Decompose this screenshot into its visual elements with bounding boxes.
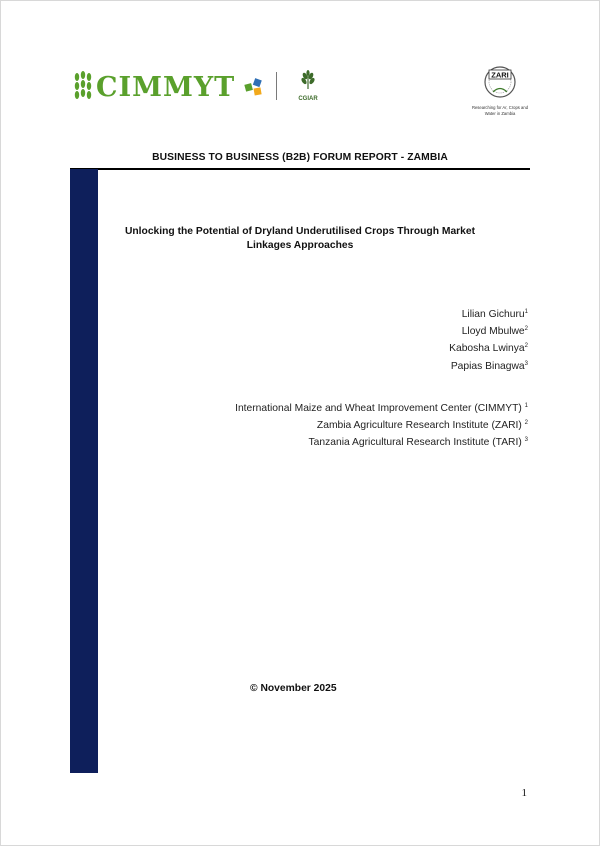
author-affiliation: 3 — [524, 360, 528, 367]
side-band — [70, 169, 98, 773]
institute-item — [235, 416, 528, 433]
institute-list — [235, 399, 528, 451]
author-item — [449, 357, 528, 374]
zari-wordmark: ZARI — [491, 70, 509, 80]
heading-rule — [70, 168, 530, 170]
author-affiliation: 2 — [524, 343, 528, 350]
report-title-line-1: Unlocking the Potential of Dryland Underutilised Crops Through Market — [124, 226, 476, 237]
report-title — [100, 225, 500, 252]
zari-emblem-icon — [479, 65, 521, 99]
cgiar-wordmark: CGIAR — [298, 96, 318, 102]
author-item — [449, 339, 528, 356]
report-title-line-2: Linkages Approaches — [246, 239, 354, 251]
author-name: Lloyd Mbulwe — [461, 326, 525, 338]
author-name: Papias Binagwa — [450, 360, 525, 372]
institute-name: Zambia Agriculture Research Institute (ZARI) — [316, 420, 525, 432]
institute-name: Tanzania Agricultural Research Institute (TARI) — [308, 437, 525, 449]
institute-name: International Maize and Wheat Improvement Center (CIMMYT) — [235, 403, 525, 414]
institute-item — [235, 399, 528, 416]
institute-number: 1 — [524, 403, 528, 409]
zari-tagline-2: Water in Zambia — [484, 111, 516, 116]
wheat-icon — [72, 71, 94, 103]
cimmyt-logo — [72, 70, 265, 104]
cgiar-logo — [291, 70, 325, 102]
report-heading: BUSINESS TO BUSINESS (B2B) FORUM REPORT - ZAMBIA — [152, 152, 448, 163]
author-name: Kabosha Lwinya — [449, 343, 525, 355]
author-affiliation: 2 — [524, 326, 528, 333]
cgiar-leaf-icon — [297, 70, 319, 90]
cimmyt-squares-icon — [243, 76, 265, 98]
cimmyt-wordmark: CIMMYT — [96, 71, 236, 103]
logo-divider — [276, 72, 277, 100]
author-name: Lilian Gichuru — [461, 309, 525, 320]
author-item — [449, 322, 528, 339]
zari-logo — [471, 65, 529, 116]
page-number: 1 — [521, 787, 527, 799]
institute-number: 2 — [524, 420, 528, 427]
institute-number: 3 — [524, 437, 528, 444]
copyright-notice: © November 2025 — [250, 683, 337, 694]
author-item — [449, 305, 528, 322]
institute-item — [235, 433, 528, 450]
author-list — [449, 305, 528, 374]
author-affiliation: 1 — [524, 309, 528, 315]
zari-tagline-1: Researching for Ar, Crops and — [471, 105, 529, 110]
